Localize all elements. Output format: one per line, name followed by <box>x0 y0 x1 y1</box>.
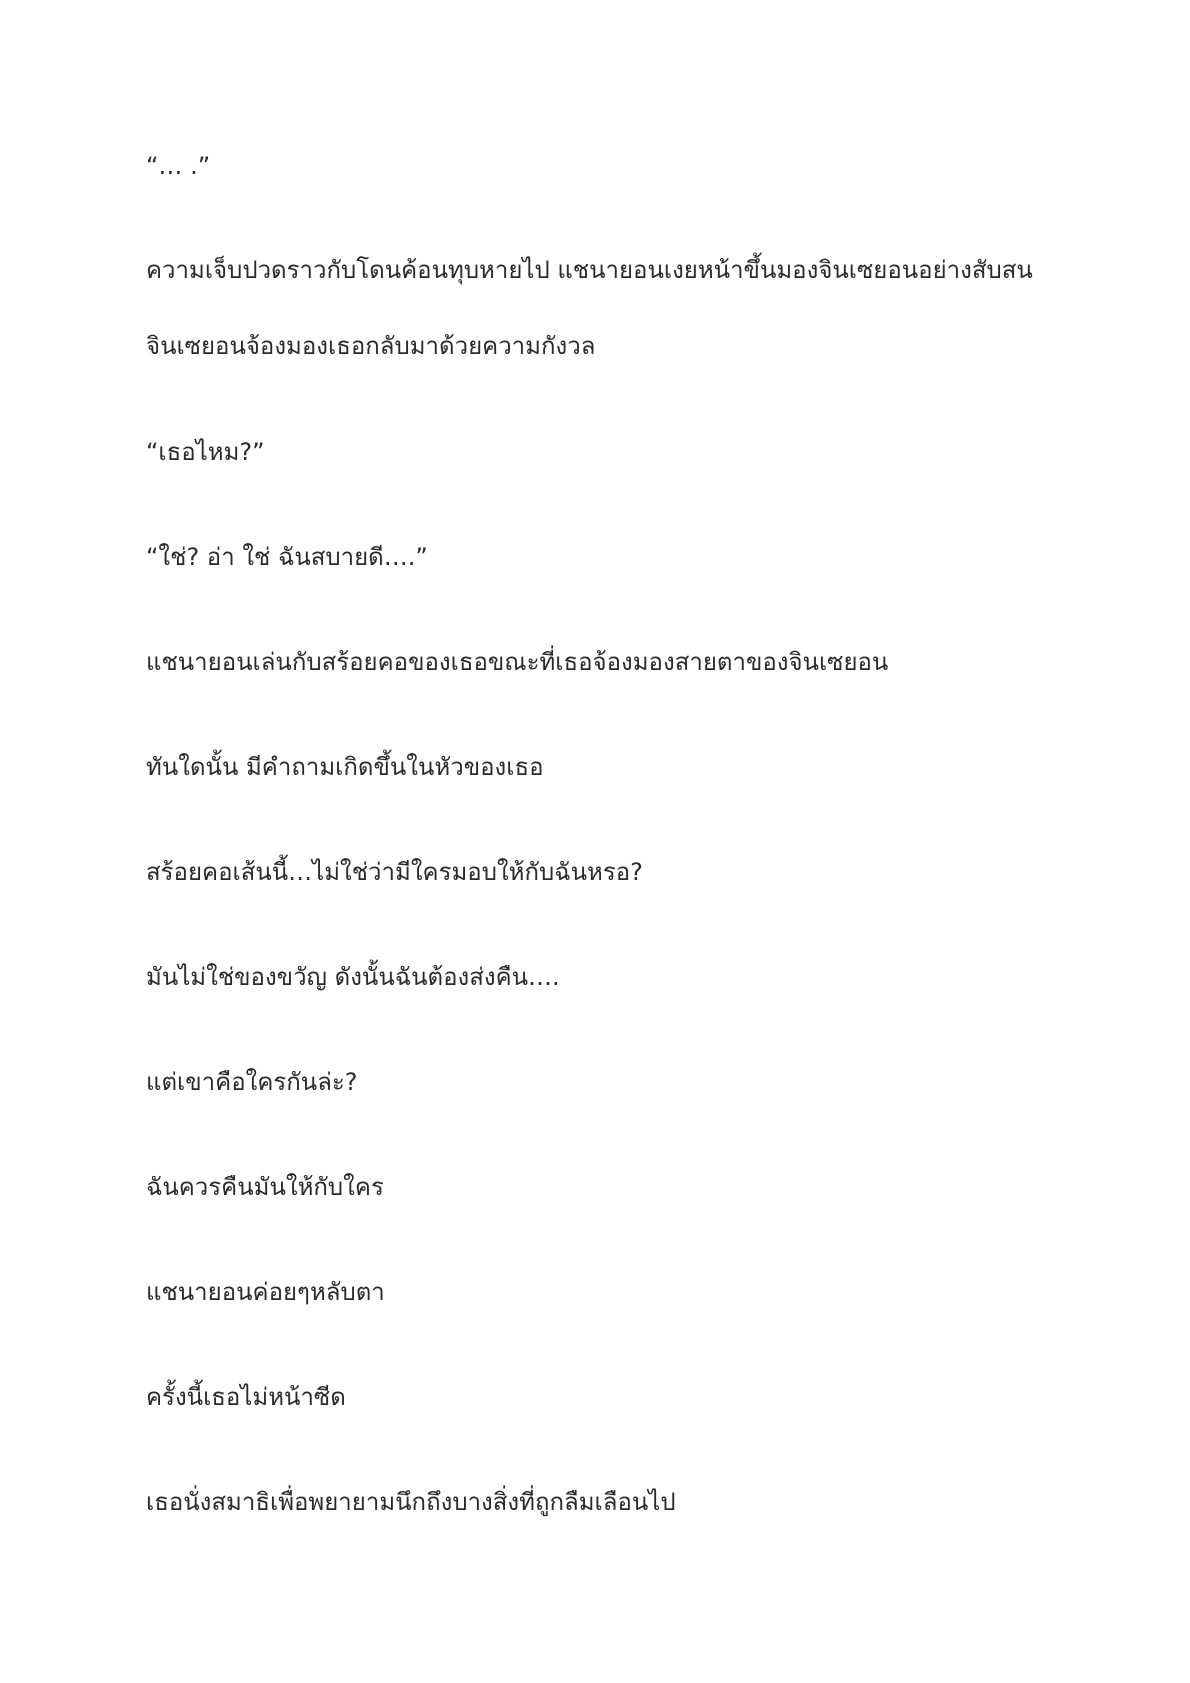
paragraph-worried-gaze: จินเซยอนจ้องมองเธอกลับมาด้วยความกังวล <box>146 332 596 360</box>
paragraph-closes-eyes: แชนายอนค่อยๆหลับตา <box>146 1278 385 1306</box>
paragraph-who-is-he: แต่เขาคือใครกันล่ะ? <box>146 1068 358 1096</box>
paragraph-necklace-giver: สร้อยคอเส้นนี้…ไม่ใช่ว่ามีใครมอบให้กับฉันหรอ? <box>146 858 643 886</box>
paragraph-meditates: เธอนั่งสมาธิเพื่อพยายามนึกถึงบางสิ่งที่ถูกลืมเลือนไป <box>146 1488 676 1516</box>
paragraph-pain-vanished: ความเจ็บปวดราวกับโดนค้อนทุบหายไป แชนายอนเงยหน้าขึ้นมองจินเซยอนอย่างสับสน <box>146 256 1033 284</box>
dialogue-question: “เธอไหม?” <box>146 438 265 466</box>
paragraph-sudden-question: ทันใดนั้น มีคำถามเกิดขึ้นในหัวของเธอ <box>146 753 544 781</box>
dialogue-ellipsis: “… .” <box>146 152 211 180</box>
dialogue-answer: “ใช่? อ่า ใช่ ฉันสบายดี….” <box>146 543 428 571</box>
paragraph-not-pale: ครั้งนี้เธอไม่หน้าซีด <box>146 1383 346 1411</box>
paragraph-not-a-gift: มันไม่ใช่ของขวัญ ดังนั้นฉันต้องส่งคืน…. <box>146 963 560 991</box>
paragraph-necklace-play: แชนายอนเล่นกับสร้อยคอของเธอขณะที่เธอจ้องมองสายตาของจินเซยอน <box>146 648 889 676</box>
paragraph-return-to-whom: ฉันควรคืนมันให้กับใคร <box>146 1173 384 1201</box>
